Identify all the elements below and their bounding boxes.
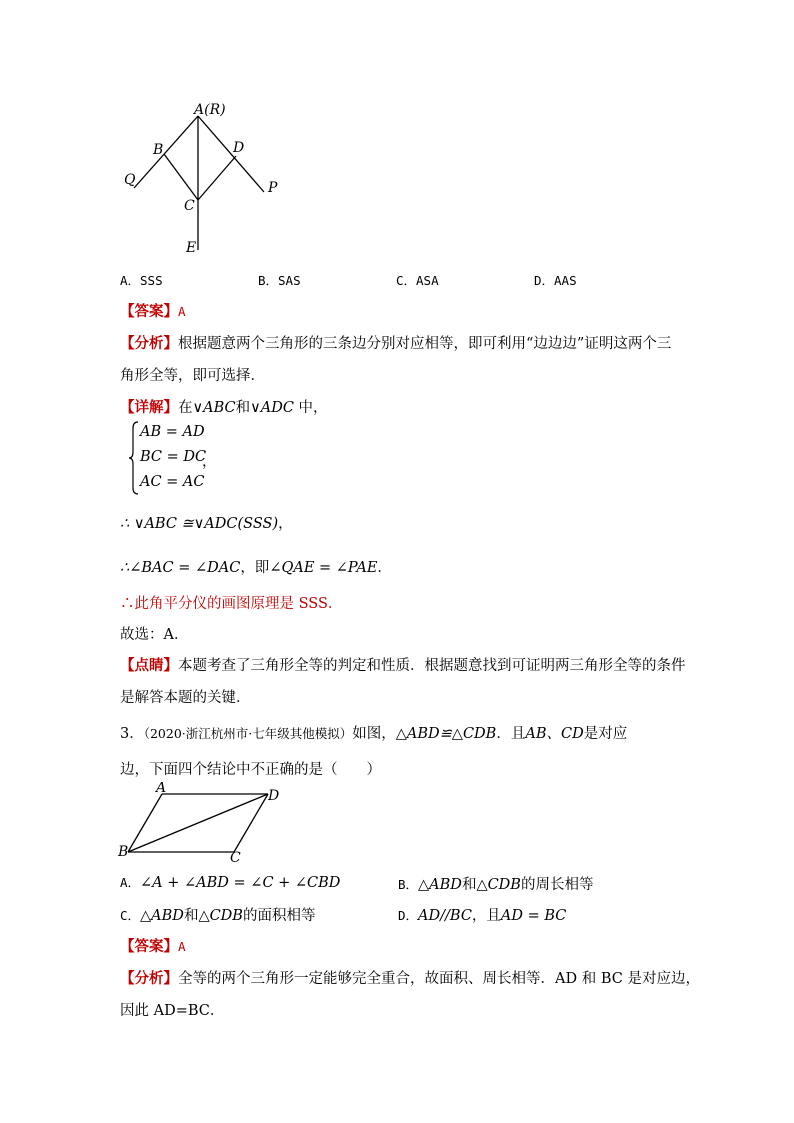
q3-congruence: △ABD≌△CDB bbox=[395, 726, 497, 742]
system-comma: ， bbox=[202, 454, 217, 470]
q3-stem-line2: 边，下面四个结论中不正确的是（ ） bbox=[120, 762, 381, 778]
label-A: A(R) bbox=[194, 102, 226, 118]
q3-source: （2020·浙江杭州市·七年级其他模拟） bbox=[143, 726, 353, 741]
q3-option-d-expr2: AD = BC bbox=[500, 908, 567, 924]
label-C: C bbox=[184, 198, 195, 214]
label-E: E bbox=[186, 240, 197, 256]
triangle-abc: ∨ABC bbox=[192, 400, 236, 416]
label-P: P bbox=[268, 180, 278, 196]
q2-option-d: D．AAS bbox=[534, 273, 577, 288]
label-B: B bbox=[153, 142, 164, 158]
segment-BC bbox=[164, 154, 198, 200]
detail-intro-c: 中， bbox=[293, 400, 328, 416]
detail-tag: 【详解】 bbox=[120, 399, 178, 416]
q2-option-b: B．SAS bbox=[258, 273, 301, 288]
q3-sides: AB、CD bbox=[525, 726, 584, 742]
q3-text-a: 如图， bbox=[352, 726, 396, 742]
q3-option-b-letter: B． bbox=[398, 877, 419, 892]
conclusion-congruent-end: ， bbox=[278, 516, 293, 532]
q3-option-d-mid: ，且 bbox=[471, 908, 501, 924]
label-B: B bbox=[118, 844, 129, 860]
label-D: D bbox=[268, 788, 280, 804]
q3-option-c-expr2: △CDB bbox=[198, 908, 243, 924]
conclusion-angles bbox=[120, 556, 392, 577]
segment-AB bbox=[128, 794, 162, 852]
segment-DC bbox=[234, 794, 268, 852]
q3-number: 3． bbox=[120, 726, 144, 742]
conclusion-angles-end: ． bbox=[377, 560, 392, 576]
q2-comment-line2: 是解答本题的关键． bbox=[120, 690, 251, 706]
figure-angle-bisector bbox=[118, 100, 288, 260]
q3-option-b bbox=[398, 873, 593, 894]
q3-stem-line1 bbox=[120, 722, 627, 743]
equation-row-3: AC = AC bbox=[140, 474, 205, 490]
q3-option-a-letter: A． bbox=[120, 875, 141, 890]
q3-option-a bbox=[120, 873, 340, 891]
q3-option-d-letter: D． bbox=[398, 908, 419, 923]
q3-option-c-letter: C． bbox=[120, 908, 141, 923]
q2-analysis-line2: 角形全等，即可选择． bbox=[120, 368, 265, 384]
label-D: D bbox=[233, 140, 245, 156]
analysis-tag: 【分析】 bbox=[120, 970, 178, 987]
analysis-text-b: AD 和 BC 是对应边， bbox=[555, 971, 700, 987]
q2-option-a: A．SSS bbox=[120, 273, 163, 288]
q3-answer bbox=[120, 935, 186, 956]
label-Q: Q bbox=[124, 172, 136, 188]
answer-value: A bbox=[178, 304, 186, 319]
q2-comment-line1 bbox=[120, 654, 686, 675]
q3-option-b-mid: 和 bbox=[461, 877, 477, 893]
conclusion-angles-mid: ，即 bbox=[240, 560, 270, 576]
segment-AQ bbox=[134, 116, 198, 188]
detail-intro-b: 和 bbox=[235, 400, 251, 416]
q2-option-c: C．ASA bbox=[396, 273, 439, 288]
answer-value: A bbox=[178, 939, 186, 954]
q3-option-b-end: 的周长相等 bbox=[520, 877, 594, 893]
conclusion-congruent bbox=[120, 512, 293, 533]
comment-text: 本题考查了三角形全等的判定和性质．根据题意找到可证明两三角形全等的条件 bbox=[178, 658, 686, 674]
q3-option-c-expr1: △ABD bbox=[140, 908, 184, 924]
q3-option-b-expr2: △CDB bbox=[476, 877, 521, 893]
q2-analysis-line1 bbox=[120, 332, 671, 353]
q3-option-c-end: 的面积相等 bbox=[242, 908, 316, 924]
q3-option-c bbox=[120, 904, 315, 925]
segment-DC bbox=[198, 156, 236, 200]
triangle-adc: ∨ADC bbox=[250, 400, 294, 416]
conclusion-congruent-expr: ∴ ∨ABC ≅∨ADC(SSS) bbox=[120, 516, 279, 532]
q3-option-c-mid: 和 bbox=[183, 908, 199, 924]
label-C: C bbox=[230, 850, 241, 864]
segment-BD bbox=[128, 794, 268, 852]
choose-answer: 故选：A． bbox=[120, 627, 189, 643]
segment-AP bbox=[198, 116, 264, 192]
analysis-text-a: 全等的两个三角形一定能够完全重合，故面积、周长相等． bbox=[178, 971, 555, 987]
q3-option-b-expr1: △ABD bbox=[418, 877, 462, 893]
equation-row-2: BC = DC bbox=[140, 449, 207, 465]
q2-answer bbox=[120, 300, 186, 321]
q3-text-c: 是对应 bbox=[583, 726, 628, 742]
label-A: A bbox=[156, 782, 167, 796]
comment-tag: 【点睛】 bbox=[120, 657, 178, 674]
equation-system bbox=[128, 420, 248, 496]
answer-tag: 【答案】 bbox=[120, 938, 178, 955]
q3-text-b: ．且 bbox=[496, 726, 526, 742]
q2-detail-intro bbox=[120, 396, 328, 417]
angle-qae-pae: ∠QAE = ∠PAE bbox=[269, 560, 378, 576]
q3-analysis-line1 bbox=[120, 967, 700, 988]
answer-tag: 【答案】 bbox=[120, 303, 178, 320]
detail-intro-a: 在 bbox=[178, 400, 193, 416]
left-brace-icon bbox=[128, 420, 140, 496]
conclusion-principle: ∴此角平分仪的画图原理是 SSS． bbox=[120, 596, 343, 612]
q3-option-d-expr1: AD//BC bbox=[418, 908, 472, 924]
q3-analysis-line2: 因此 AD=BC． bbox=[120, 1003, 225, 1019]
analysis-text: 根据题意两个三角形的三条边分别对应相等，即可利用“边边边”证明这两个三 bbox=[178, 336, 672, 352]
angle-bac-dac: ∴∠BAC = ∠DAC bbox=[120, 560, 241, 576]
q3-option-a-expr: ∠A + ∠ABD = ∠C + ∠CBD bbox=[140, 875, 341, 891]
analysis-tag: 【分析】 bbox=[120, 335, 178, 352]
figure-parallelogram bbox=[116, 782, 286, 864]
q3-option-d bbox=[398, 904, 566, 925]
equation-row-1: AB = AD bbox=[140, 424, 205, 440]
